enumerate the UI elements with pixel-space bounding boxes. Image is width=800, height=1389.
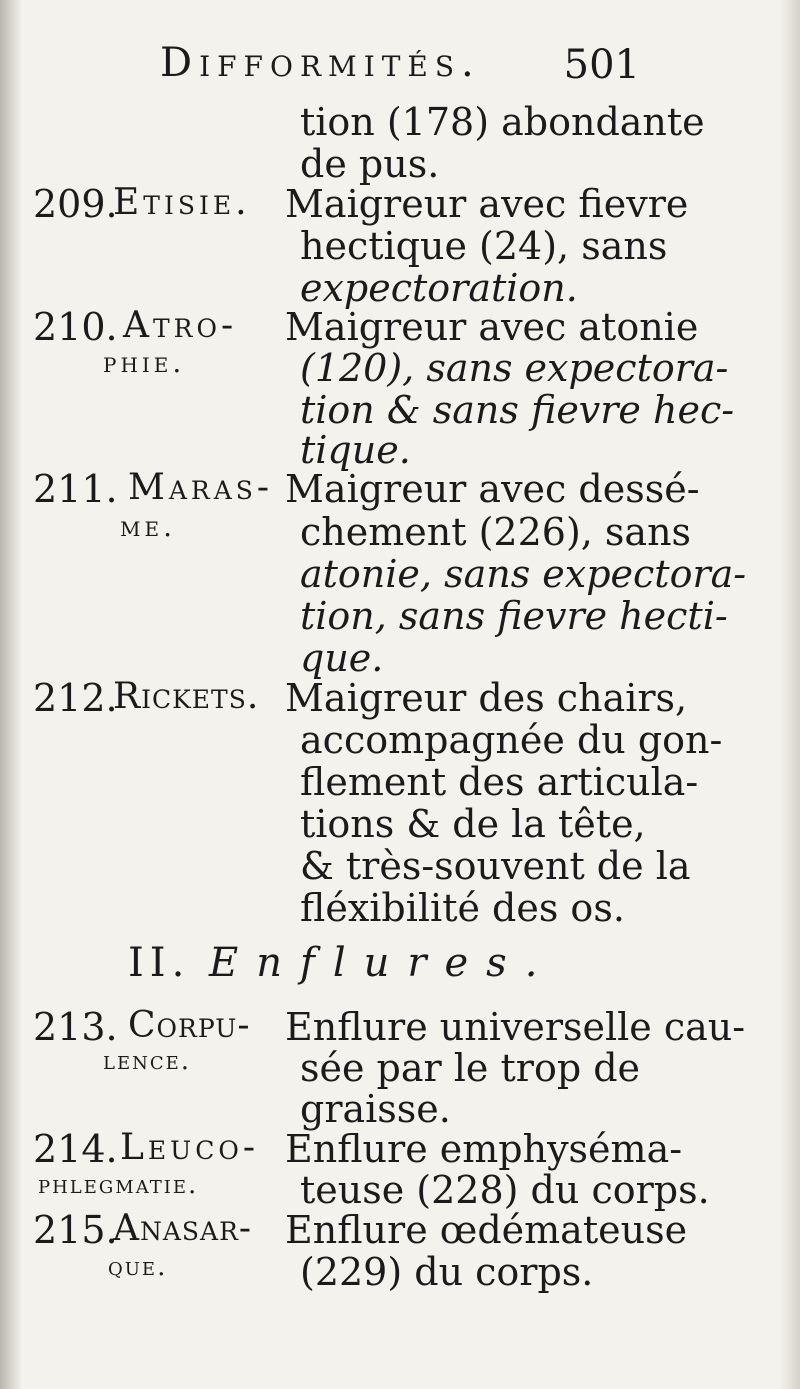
- entry-term: me.: [120, 510, 176, 543]
- definition-line: sée par le trop de: [300, 1046, 641, 1090]
- definition-line: fléxibilité des os.: [300, 886, 625, 930]
- running-head: Difformités.: [160, 40, 481, 86]
- entry-term: lence.: [103, 1046, 192, 1076]
- definition-line: Enflure œdémateuse: [285, 1208, 688, 1252]
- entry-term: Atro-: [123, 305, 238, 346]
- definition-line: tions & de la tête,: [300, 802, 646, 846]
- entry-term: phlegmatie.: [38, 1170, 199, 1200]
- definition-italic: tion, sans fievre hecti-: [300, 594, 728, 638]
- section-heading: [128, 940, 555, 986]
- entry-number: 210.: [33, 305, 118, 349]
- definition-line: tion (178) abondante: [300, 100, 705, 144]
- definition-line: [300, 428, 411, 472]
- definition-italic: tion & sans fievre hec-: [300, 388, 735, 432]
- definition-line: hectique (24), sans: [300, 224, 668, 268]
- definition-line: & très-souvent de la: [300, 844, 691, 888]
- definition-line: Enflure emphyséma-: [285, 1127, 683, 1171]
- definition-italic: (120), sans expectora-: [300, 346, 729, 390]
- definition-line: Maigreur avec fievre: [285, 182, 689, 226]
- entry-number: 211.: [33, 467, 118, 511]
- entry-term: Anasar-: [113, 1208, 253, 1249]
- definition-line: Maigreur des chairs,: [285, 676, 688, 720]
- entry-number: 214.: [33, 1127, 118, 1171]
- entry-number: 209.: [33, 182, 118, 226]
- definition-line: [300, 266, 578, 310]
- section-title: Enflures.: [209, 940, 556, 986]
- definition-line: [300, 594, 728, 638]
- definition-line: Maigreur avec atonie: [285, 305, 699, 349]
- definition-line: [300, 552, 746, 596]
- definition-line: chement (226), sans: [300, 510, 692, 554]
- entry-term: Maras-: [128, 467, 274, 508]
- definition-line: [300, 388, 734, 432]
- definition-line: (229) du corps.: [300, 1250, 594, 1294]
- entry-number: 212.: [33, 676, 118, 720]
- entry-term: Corpu-: [128, 1005, 251, 1046]
- definition-line: de pus.: [300, 142, 440, 186]
- definition-italic: que.: [300, 636, 384, 680]
- definition-line: accompagnée du gon-: [300, 718, 723, 762]
- entry-term: Rickets.: [113, 676, 260, 717]
- definition-italic: atonie, sans expectora-: [300, 552, 747, 596]
- definition-line: Maigreur avec dessé-: [285, 467, 700, 511]
- entry-number: 215.: [33, 1208, 118, 1252]
- definition-line: Enflure universelle cau-: [285, 1005, 746, 1049]
- definition-line: teuse (228) du corps.: [300, 1168, 710, 1212]
- page-header: [160, 40, 660, 100]
- definition-line: graisse.: [300, 1087, 451, 1131]
- section-numeral: II.: [128, 940, 191, 986]
- definition-line: flement des articula-: [300, 760, 699, 804]
- entry-term: que.: [108, 1252, 168, 1282]
- entry-number: 213.: [33, 1005, 118, 1049]
- entry-term: Leuco-: [120, 1127, 260, 1168]
- definition-italic: tique.: [300, 428, 411, 472]
- entry-term: phie.: [103, 346, 186, 379]
- definition-line: [300, 346, 728, 390]
- entry-term: Etisie.: [113, 182, 251, 223]
- definition-italic: expectoration.: [300, 266, 578, 310]
- definition-line: [300, 636, 383, 680]
- page-number: 501: [563, 42, 640, 88]
